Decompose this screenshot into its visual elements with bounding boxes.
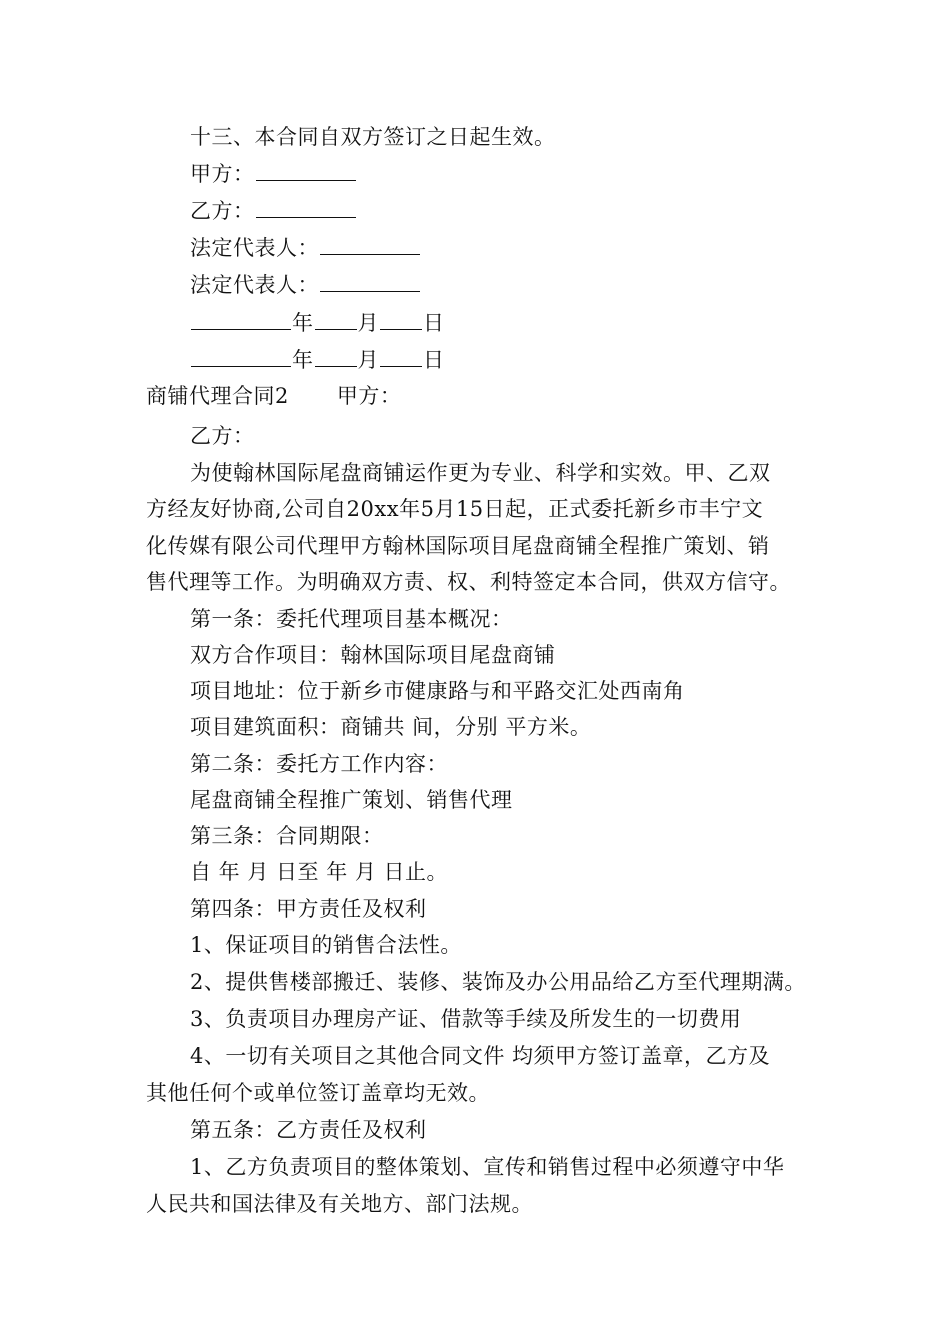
date-line-a (190, 309, 445, 336)
intro-paragraph-line1: 为使翰林国际尾盘商铺运作更为专业、科学和实效。甲、乙双 (190, 461, 771, 485)
year-blank (191, 309, 291, 330)
party-b-label: 乙方： (190, 199, 255, 223)
article-1-title: 第一条：委托代理项目基本概况： (190, 607, 513, 631)
party-b-blank (256, 197, 356, 218)
clause-13: 十三、本合同自双方签订之日起生效。 (190, 125, 556, 149)
article-1-area: 项目建筑面积：商铺共 间，分别 平方米。 (190, 715, 592, 739)
legal-rep-b (190, 271, 421, 298)
legal-rep-a-blank (320, 234, 420, 255)
article-4-item-4-line1: 4、一切有关项目之其他合同文件 均须甲方签订盖章，乙方及 (190, 1044, 771, 1068)
legal-rep-a (190, 234, 421, 261)
article-4-item-3: 3、负责项目办理房产证、借款等手续及所发生的一切费用 (190, 1007, 742, 1031)
signature-party-a (190, 160, 357, 187)
article-3-content: 自 年 月 日至 年 月 日止。 (190, 860, 449, 884)
article-3-title: 第三条：合同期限： (190, 824, 384, 848)
contract2-title: 商铺代理合同2 (146, 384, 289, 408)
article-4-item-1: 1、保证项目的销售合法性。 (190, 933, 462, 957)
intro-paragraph-line4: 售代理等工作。为明确双方责、权、利特签定本合同，供双方信守。 (146, 570, 791, 594)
contract2-heading (146, 383, 401, 409)
article-1-project: 双方合作项目：翰林国际项目尾盘商铺 (190, 643, 556, 667)
article-4-title: 第四条：甲方责任及权利 (190, 897, 427, 921)
article-4-item-4-line2: 其他任何个或单位签订盖章均无效。 (146, 1081, 490, 1105)
intro-paragraph-line3: 化传媒有限公司代理甲方翰林国际项目尾盘商铺全程推广策划、销 (146, 534, 770, 558)
year-label: 年 (292, 348, 314, 372)
legal-rep-b-label: 法定代表人： (190, 273, 319, 297)
intro-paragraph-line2: 方经友好协商,公司自20xx年5月15日起，正式委托新乡市丰宁文 (146, 497, 764, 521)
day-label: 日 (423, 348, 445, 372)
day-blank (380, 309, 422, 330)
day-blank (380, 346, 422, 367)
legal-rep-a-label: 法定代表人： (190, 236, 319, 260)
article-2-content: 尾盘商铺全程推广策划、销售代理 (190, 788, 513, 812)
signature-party-b (190, 197, 357, 224)
contract2-party-a: 甲方： (336, 384, 402, 408)
day-label: 日 (423, 311, 445, 335)
month-label: 月 (357, 311, 379, 335)
article-5-title: 第五条：乙方责任及权利 (190, 1118, 427, 1142)
month-blank (315, 346, 357, 367)
date-line-b (190, 346, 445, 373)
year-label: 年 (292, 311, 314, 335)
article-1-address: 项目地址：位于新乡市健康路与和平路交汇处西南角 (190, 679, 685, 703)
article-4-item-2: 2、提供售楼部搬迁、装修、装饰及办公用品给乙方至代理期满。 (190, 970, 806, 994)
month-blank (315, 309, 357, 330)
article-5-item-1-line1: 1、乙方负责项目的整体策划、宣传和销售过程中必须遵守中华 (190, 1155, 785, 1179)
party-a-blank (256, 160, 356, 181)
party-a-label: 甲方： (190, 162, 255, 186)
legal-rep-b-blank (320, 271, 420, 292)
article-5-item-1-line2: 人民共和国法律及有关地方、部门法规。 (146, 1192, 533, 1216)
contract2-party-b: 乙方： (190, 424, 255, 448)
article-2-title: 第二条：委托方工作内容： (190, 752, 448, 776)
year-blank (191, 346, 291, 367)
month-label: 月 (357, 348, 379, 372)
